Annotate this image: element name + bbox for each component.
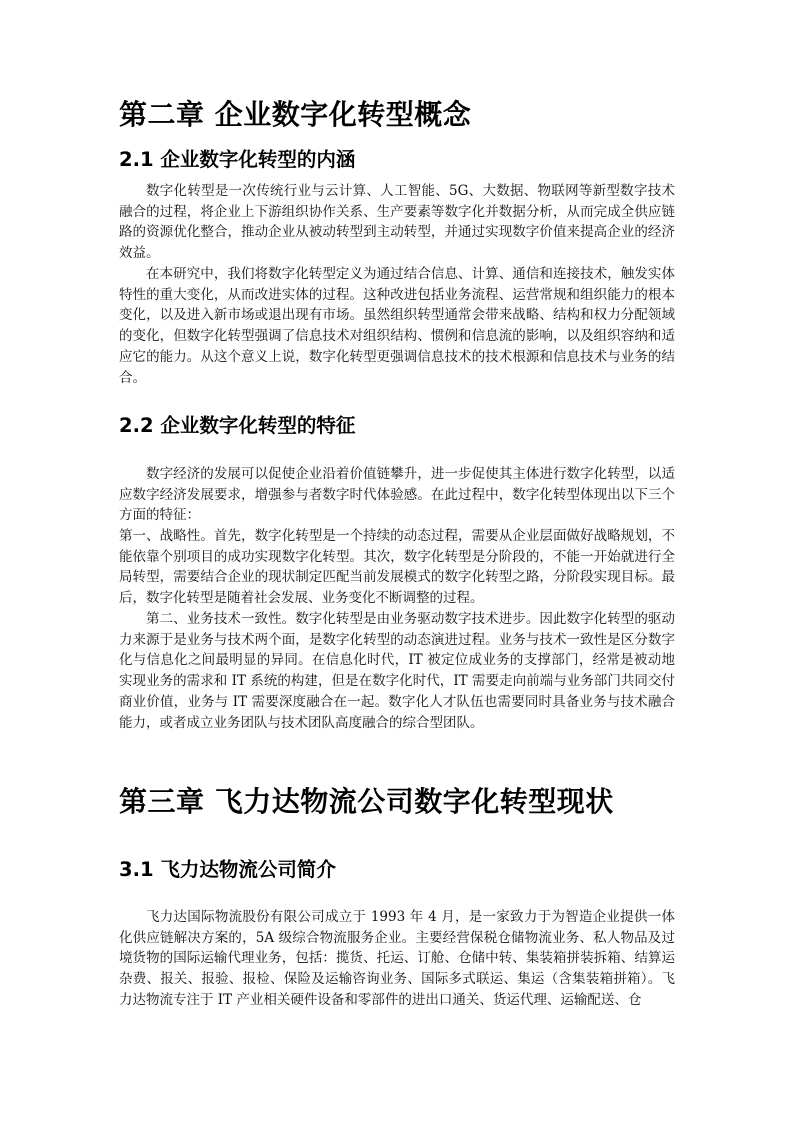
chapter-2-title: 第二章 企业数字化转型概念	[119, 98, 472, 131]
section-2-1-title: 2.1 企业数字化转型的内涵	[119, 148, 356, 171]
section-2-2-paragraph-2: 第一、战略性。首先，数字化转型是一个持续的动态过程，需要从企业层面做好战略规划，不能依靠个别项目的成功实现数字化转型。其次，数字化转型是分阶段的，不能一开始就进行全局转型，需要结合企业的现状制定匹配当前发展模式的数字化转型之路，分阶段实现目标。最后，数字化转型是随着社会发展、业务变化不断调整的过程。	[119, 528, 675, 607]
chapter-3-title: 第三章 飞力达物流公司数字化转型现状	[119, 785, 614, 818]
section-2-2-paragraph-1: 数字经济的发展可以促使企业沿着价值链攀升，进一步促使其主体进行数字化转型，以适应数字经济发展要求，增强参与者数字时代体验感。在此过程中，数字化转型体现出以下三个方面的特征：	[119, 466, 675, 524]
section-2-2-paragraph-3: 第二、业务技术一致性。数字化转型是由业务驱动数字技术进步。因此数字化转型的驱动力来源于是业务与技术两个面，是数字化转型的动态演进过程。业务与技术一致性是区分数字化与信息化之间最明显的异同。在信息化时代，IT 被定位成业务的支撑部门，经常是被动地实现业务的需求和 IT 系统的构建，但是在数字化时代，IT 需要走向前端与业务部门共同交付商业价值，业务与 IT 需要深度融合在一起。数字化人才队伍也需要同时具备业务与技术融合能力，或者成立业务团队与技术团队高度融合的综合型团队。	[119, 611, 675, 731]
section-2-2-title: 2.2 企业数字化转型的特征	[119, 414, 356, 437]
section-3-1-title: 3.1 飞力达物流公司简介	[119, 858, 336, 881]
section-2-1-paragraph-1: 数字化转型是一次传统行业与云计算、人工智能、5G、大数据、物联网等新型数字技术融合的过程，将企业上下游组织协作关系、生产要素等数字化并数据分析，从而完成全供应链路的资源优化整合，推动企业从被动转型到主动转型，并通过实现数字价值来提高企业的经济效益。	[119, 183, 675, 262]
section-3-1-paragraph-1: 飞力达国际物流股份有限公司成立于 1993 年 4 月，是一家致力于为智造企业提供一体化供应链解决方案的，5A 级综合物流服务企业。主要经营保税仓储物流业务、私人物品及过境货物的国际运输代理业务，包括：揽货、托运、订舱、仓储中转、集装箱拼装拆箱、结算运杂费、报关、报验、报检、保险及运输咨询业务、国际多式联运、集运（含集装箱拼箱）。飞力达物流专注于 IT 产业相关硬件设备和零部件的进出口通关、货运代理、运输配送、仓	[119, 909, 675, 1008]
section-2-1-paragraph-2: 在本研究中，我们将数字化转型定义为通过结合信息、计算、通信和连接技术，触发实体特性的重大变化，从而改进实体的过程。这种改进包括业务流程、运营常规和组织能力的根本变化，以及进入新市场或退出现有市场。虽然组织转型通常会带来战略、结构和权力分配领域的变化，但数字化转型强调了信息技术对组织结构、惯例和信息流的影响，以及组织容纳和适应它的能力。从这个意义上说，数字化转型更强调信息技术的技术根源和信息技术与业务的结合。	[119, 266, 675, 386]
